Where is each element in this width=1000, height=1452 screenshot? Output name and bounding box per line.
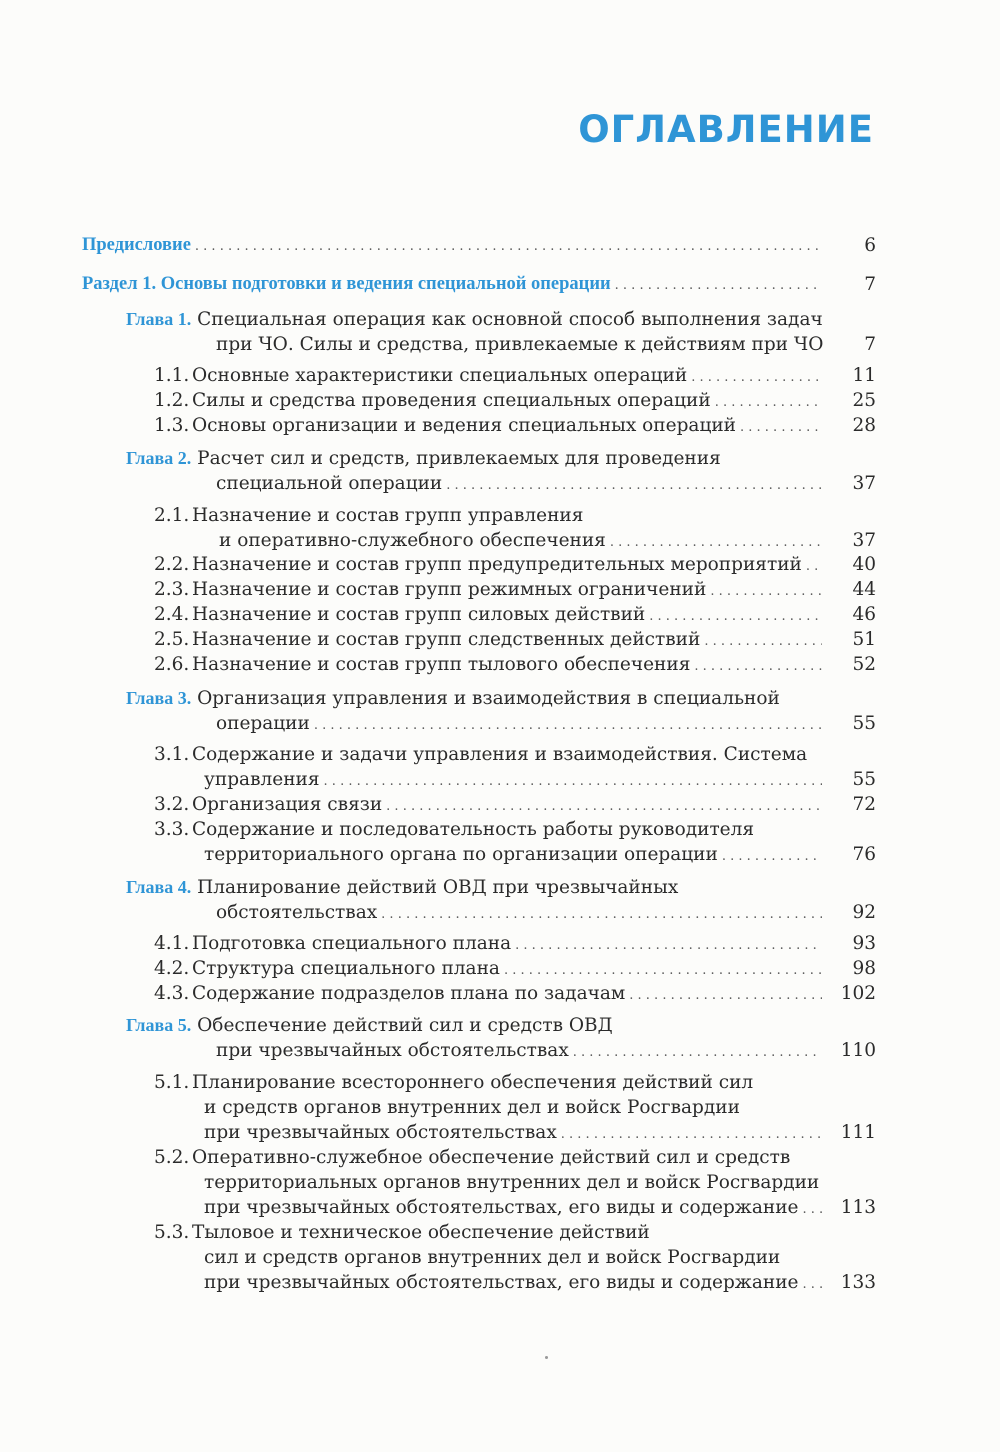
item-number: 5.2. [154, 1147, 190, 1168]
item-title-line: сил и средств органов внутренних дел и войск Росгвардии [204, 1247, 781, 1268]
item-number: 2.3. [154, 579, 190, 600]
item-title-line: управления [204, 769, 320, 790]
item-number: 2.1. [154, 505, 190, 526]
toc-page: 7 [864, 274, 876, 295]
toc-page: 111 [840, 1122, 876, 1143]
toc-page: 11 [852, 365, 876, 386]
item-number: 5.3. [154, 1222, 190, 1243]
chapter-title-line: специальной операции [216, 473, 443, 494]
item-title-line: Содержание и последовательность работы руководителя [192, 819, 755, 840]
toc-page: 110 [840, 1040, 876, 1061]
chapter-2-items [154, 552, 876, 677]
toc-item-1-1[interactable] [154, 363, 876, 388]
toc-entry-preface[interactable] [82, 233, 876, 259]
page-title: ОГЛАВЛЕНИЕ [578, 108, 874, 151]
item-title-line: при чрезвычайных обстоятельствах, его виды и содержание [204, 1197, 799, 1218]
item-title: Назначение и состав групп предупредительных мероприятий [192, 554, 802, 575]
toc-page: 98 [852, 958, 876, 979]
toc-item-2-5[interactable] [154, 652, 876, 677]
toc-entry-chapter-4[interactable] [126, 875, 876, 927]
chapter-title-line: операции [216, 713, 310, 734]
toc-page: 93 [852, 933, 876, 954]
item-title: Назначение и состав групп тылового обеспечения [192, 654, 691, 675]
chapter-title-line: Специальная операция как основной способ выполнения задач [197, 309, 823, 330]
toc-item-3-2[interactable] [154, 792, 876, 819]
item-title-line: и оперативно-служебного обеспечения [219, 530, 606, 551]
item-title: Организация связи [192, 794, 383, 815]
toc-page: 113 [840, 1197, 876, 1218]
chapter-title-line: Организация управления и взаимодействия в специальной [197, 688, 780, 709]
toc-page: 52 [852, 654, 876, 675]
toc-item-2-4[interactable] [154, 627, 876, 652]
toc-label: Предисловие [82, 235, 191, 255]
item-title-line: Планирование всестороннего обеспечения действий сил [192, 1072, 754, 1093]
item-title: Назначение и состав групп режимных ограничений [192, 579, 707, 600]
item-number: 3.1. [154, 744, 190, 765]
chapter-1-items [154, 363, 876, 438]
chapter-title-line: Расчет сил и средств, привлекаемых для проведения [197, 448, 721, 469]
chapter-title-line: при чрезвычайных обстоятельствах [216, 1040, 569, 1061]
toc-item-1-3[interactable] [154, 413, 876, 438]
toc-item-4-2[interactable] [154, 956, 876, 981]
item-number: 4.1. [154, 933, 190, 954]
toc-item-4-1[interactable] [154, 931, 876, 956]
chapter-label: Глава 1. [126, 309, 192, 329]
item-title: Основные характеристики специальных операций [192, 365, 688, 386]
item-number: 5.1. [154, 1072, 190, 1093]
toc-page: 55 [852, 713, 876, 734]
item-number: 1.2. [154, 390, 190, 411]
toc-entry-section-1[interactable] [82, 272, 876, 298]
item-number: 4.2. [154, 958, 190, 979]
toc-page: 76 [852, 844, 876, 865]
toc-entry-chapter-2[interactable] [126, 446, 876, 498]
item-title: Назначение и состав групп силовых действий [192, 604, 646, 625]
item-number: 2.6. [154, 654, 190, 675]
toc-page: 44 [852, 579, 876, 600]
chapter-label: Глава 2. [126, 448, 192, 468]
toc-entry-chapter-5[interactable] [126, 1013, 876, 1065]
toc-page: 102 [840, 983, 876, 1004]
toc-item-2-1[interactable] [154, 503, 876, 555]
chapter-title-line: обстоятельствах [216, 902, 378, 923]
toc-page: 25 [852, 390, 876, 411]
toc-item-5-2[interactable] [154, 1145, 876, 1222]
toc-item-1-2[interactable] [154, 388, 876, 413]
toc-page: 28 [852, 415, 876, 436]
toc-page: 133 [840, 1272, 876, 1293]
toc-item-2-2[interactable] [154, 577, 876, 602]
toc-item-3-1[interactable] [154, 742, 876, 794]
item-title: Подготовка специального плана [192, 933, 512, 954]
item-title-line: территориального органа по организации операции [204, 844, 718, 865]
toc-item-3-3[interactable] [154, 817, 876, 869]
item-number: 2.2. [154, 554, 190, 575]
toc-item-4-3[interactable] [154, 981, 876, 1006]
chapter-title-line: при ЧО. Силы и средства, привлекаемые к действиям при ЧО [216, 334, 824, 355]
item-title-line: Назначение и состав групп управления [192, 505, 584, 526]
chapter-title-line: Обеспечение действий сил и средств ОВД [197, 1015, 613, 1036]
toc-page: 6 [864, 235, 876, 256]
item-title-line: и средств органов внутренних дел и войск Росгвардии [204, 1097, 740, 1118]
toc-page: 37 [852, 473, 876, 494]
chapter-label: Глава 5. [126, 1015, 192, 1035]
toc-page: 72 [852, 794, 876, 815]
page-mark [545, 1356, 548, 1359]
item-title: Основы организации и ведения специальных операций [192, 415, 736, 436]
toc-item-5-3[interactable] [154, 1220, 876, 1297]
item-number: 4.3. [154, 983, 190, 1004]
item-number: 2.5. [154, 629, 190, 650]
toc-label: Раздел 1. Основы подготовки и ведения специальной операции [82, 274, 611, 294]
item-title: Структура специального плана [192, 958, 500, 979]
toc-entry-chapter-3[interactable] [126, 686, 876, 738]
chapter-label: Глава 4. [126, 877, 192, 897]
item-title: Назначение и состав групп следственных действий [192, 629, 701, 650]
item-title-line: Оперативно-служебное обеспечение действий сил и средств [192, 1147, 791, 1168]
chapter-4-items [154, 931, 876, 1006]
toc-page: 51 [852, 629, 876, 650]
toc-page: 55 [852, 769, 876, 790]
item-title-line: при чрезвычайных обстоятельствах, его виды и содержание [204, 1272, 799, 1293]
toc-page: 40 [852, 554, 876, 575]
item-number: 2.4. [154, 604, 190, 625]
toc-item-2-1[interactable] [154, 552, 876, 577]
item-title-line: территориальных органов внутренних дел и войск Росгвардии [204, 1172, 820, 1193]
toc-item-5-1[interactable] [154, 1070, 876, 1147]
item-title: Силы и средства проведения специальных операций [192, 390, 711, 411]
toc-page: 37 [852, 530, 876, 551]
toc-item-2-3[interactable] [154, 602, 876, 627]
item-title-line: при чрезвычайных обстоятельствах [204, 1122, 557, 1143]
toc-page: 7 [864, 334, 876, 355]
item-number: 1.1. [154, 365, 190, 386]
item-number: 3.3. [154, 819, 190, 840]
item-number: 1.3. [154, 415, 190, 436]
chapter-title-line: Планирование действий ОВД при чрезвычайных [197, 877, 679, 898]
item-title-line: Содержание и задачи управления и взаимодействия. Система [192, 744, 808, 765]
chapter-label: Глава 3. [126, 688, 192, 708]
item-title: Содержание подразделов плана по задачам [192, 983, 626, 1004]
toc-entry-chapter-1[interactable] [126, 307, 876, 359]
item-title-line: Тыловое и техническое обеспечение действий [192, 1222, 650, 1243]
toc-page: 92 [852, 902, 876, 923]
item-number: 3.2. [154, 794, 190, 815]
toc-page: 46 [852, 604, 876, 625]
